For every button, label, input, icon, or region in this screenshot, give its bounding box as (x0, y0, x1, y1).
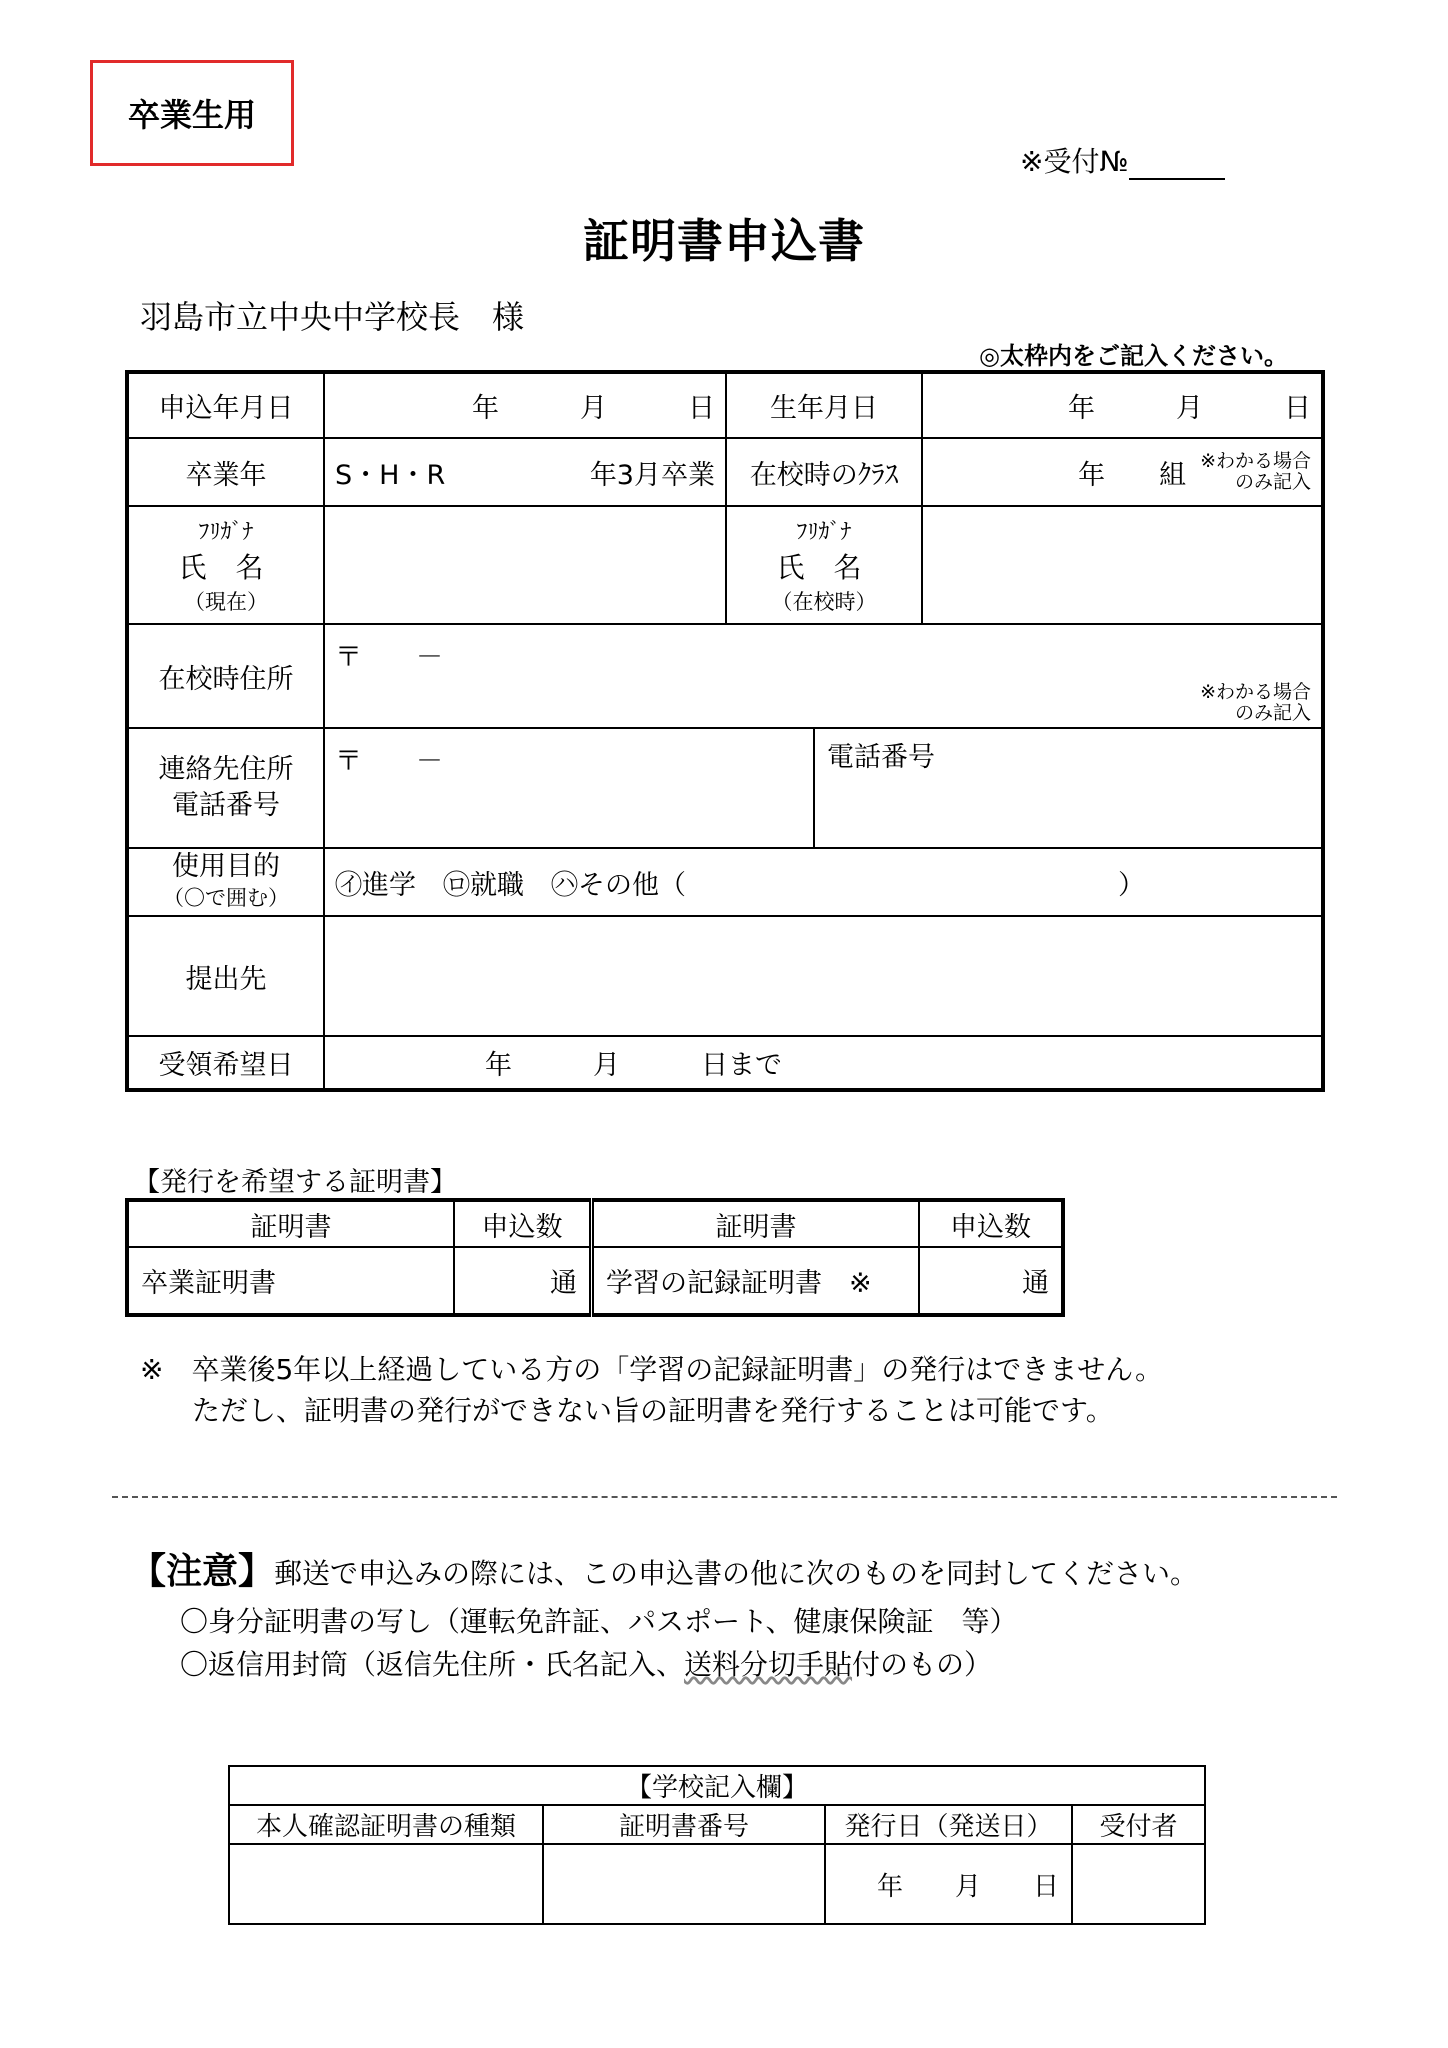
class-note-line2: のみ記入 (1234, 471, 1311, 493)
name-school-note: （在校時） (771, 589, 877, 614)
addressee: 羽島市立中央中学校長 様 (140, 298, 525, 336)
school-address-label: 在校時住所 (127, 624, 324, 728)
purpose-label-main: 使用目的 (172, 851, 280, 883)
school-name-label (726, 506, 922, 624)
receipt-number-field (1020, 140, 1225, 180)
current-name-field[interactable] (324, 506, 726, 624)
caution-item-envelope-a: 〇返信用封筒（返信先住所・氏名記入、 (180, 1648, 685, 1682)
name-label-school: 氏 名 (776, 550, 872, 584)
school-address-note-line1: ※わかる場合 (1200, 681, 1311, 703)
apply-date-label: 申込年月日 (127, 372, 324, 438)
class-note (1200, 451, 1311, 493)
submit-to-label: 提出先 (127, 916, 324, 1036)
birth-date-label: 生年月日 (726, 372, 922, 438)
certificate-section-title: 【発行を希望する証明書】 (133, 1167, 457, 1198)
grad-year-suffix: 年3月卒業 (589, 459, 715, 491)
grad-year-label: 卒業年 (127, 438, 324, 506)
study-record-certificate-label: 学習の記録証明書 ※ (592, 1247, 920, 1315)
school-use-cert-number-cell[interactable] (543, 1844, 825, 1924)
count-col-header-1: 申込数 (454, 1200, 592, 1247)
cert-col-header-1: 証明書 (127, 1200, 454, 1247)
caution-heading: 【注意】 (130, 1551, 275, 1592)
school-use-issue-date-cell[interactable]: 年 月 日 (825, 1844, 1072, 1924)
school-address-note-line2: のみ記入 (1234, 701, 1311, 724)
grad-era-options: S・H・R (335, 459, 446, 491)
contact-address-field[interactable] (325, 729, 815, 847)
caution-text: 郵送で申込みの際には、この申込書の他に次のものを同封してください。 (274, 1557, 1199, 1590)
current-name-label (127, 506, 324, 624)
school-name-field[interactable] (922, 506, 1323, 624)
school-address-note (335, 682, 1311, 724)
certificate-note (140, 1350, 1163, 1431)
caution-item-envelope (130, 1643, 1198, 1686)
school-use-receiver-cell[interactable] (1072, 1844, 1205, 1924)
receive-date-field[interactable]: 年 月 日まで (324, 1036, 1323, 1090)
receive-date-label: 受領希望日 (127, 1036, 324, 1090)
purpose-label-sub: （〇で囲む） (163, 886, 289, 910)
contact-label-phone: 電話番号 (172, 790, 280, 821)
application-form-table (125, 370, 1325, 1092)
contact-label (127, 728, 324, 848)
school-address-field[interactable] (324, 624, 1323, 728)
caution-item-id-copy: 〇身分証明書の写し（運転免許証、パスポート、健康保険証 等） (180, 1604, 1018, 1638)
school-use-title: 【学校記入欄】 (229, 1766, 1205, 1805)
contact-field (324, 728, 1323, 848)
school-use-table (228, 1765, 1206, 1925)
caution-item-envelope-b: 送料分切手貼 (684, 1648, 853, 1682)
cut-line-divider (112, 1496, 1337, 1498)
furigana-label-current: ﾌﾘｶﾞﾅ (198, 519, 254, 545)
fill-instruction: ◎太枠内をご記入ください。 (979, 342, 1288, 370)
school-use-col-receiver: 受付者 (1072, 1805, 1205, 1844)
class-value: 年 組 (1078, 459, 1187, 491)
phone-number-label: 電話番号 (827, 742, 935, 773)
submit-to-field[interactable] (324, 916, 1323, 1036)
class-label: 在校時のｸﾗｽ (726, 438, 922, 506)
grad-year-field[interactable] (324, 438, 726, 506)
school-use-col-cert-number: 証明書番号 (543, 1805, 825, 1844)
cert-col-header-2: 証明書 (592, 1200, 920, 1247)
postal-mark-contact: 〒 － (335, 746, 443, 777)
certificate-note-line2: ただし、証明書の発行ができない旨の証明書を発行することは可能です。 (192, 1393, 1114, 1427)
school-use-id-type-cell[interactable] (229, 1844, 543, 1924)
purpose-label (127, 848, 324, 916)
birth-date-field[interactable]: 年 月 日 (922, 372, 1323, 438)
certificate-request-table (125, 1198, 1065, 1317)
name-current-note: （現在） (184, 589, 268, 614)
caution-block (130, 1544, 1198, 1687)
caution-item-envelope-c: 付のもの） (852, 1648, 993, 1682)
graduate-use-badge: 卒業生用 (90, 60, 294, 166)
count-col-header-2: 申込数 (919, 1200, 1063, 1247)
class-field[interactable] (922, 438, 1323, 506)
certificate-note-line1: ※ 卒業後5年以上経過している方の「学習の記録証明書」の発行はできません。 (140, 1353, 1163, 1386)
graduation-certificate-label: 卒業証明書 (127, 1247, 454, 1315)
school-use-col-issue-date: 発行日（発送日） (825, 1805, 1072, 1844)
page-title: 証明書申込書 (583, 214, 865, 268)
study-record-certificate-count[interactable]: 通 (919, 1247, 1063, 1315)
name-label-current: 氏 名 (178, 550, 274, 584)
receipt-number-blank[interactable] (1129, 152, 1225, 180)
school-use-col-id-type: 本人確認証明書の種類 (229, 1805, 543, 1844)
contact-phone-field[interactable] (815, 729, 1321, 847)
class-note-line1: ※わかる場合 (1200, 450, 1311, 473)
purpose-options[interactable]: ㋑進学 ㋺就職 ㋩その他（ ） (324, 848, 1323, 916)
postal-mark-school: 〒 － (335, 642, 443, 673)
graduation-certificate-count[interactable]: 通 (454, 1247, 592, 1315)
furigana-label-school: ﾌﾘｶﾞﾅ (796, 519, 852, 545)
apply-date-field[interactable]: 年 月 日 (324, 372, 726, 438)
contact-label-address: 連絡先住所 (158, 753, 294, 785)
receipt-label: ※受付№ (1020, 145, 1129, 178)
